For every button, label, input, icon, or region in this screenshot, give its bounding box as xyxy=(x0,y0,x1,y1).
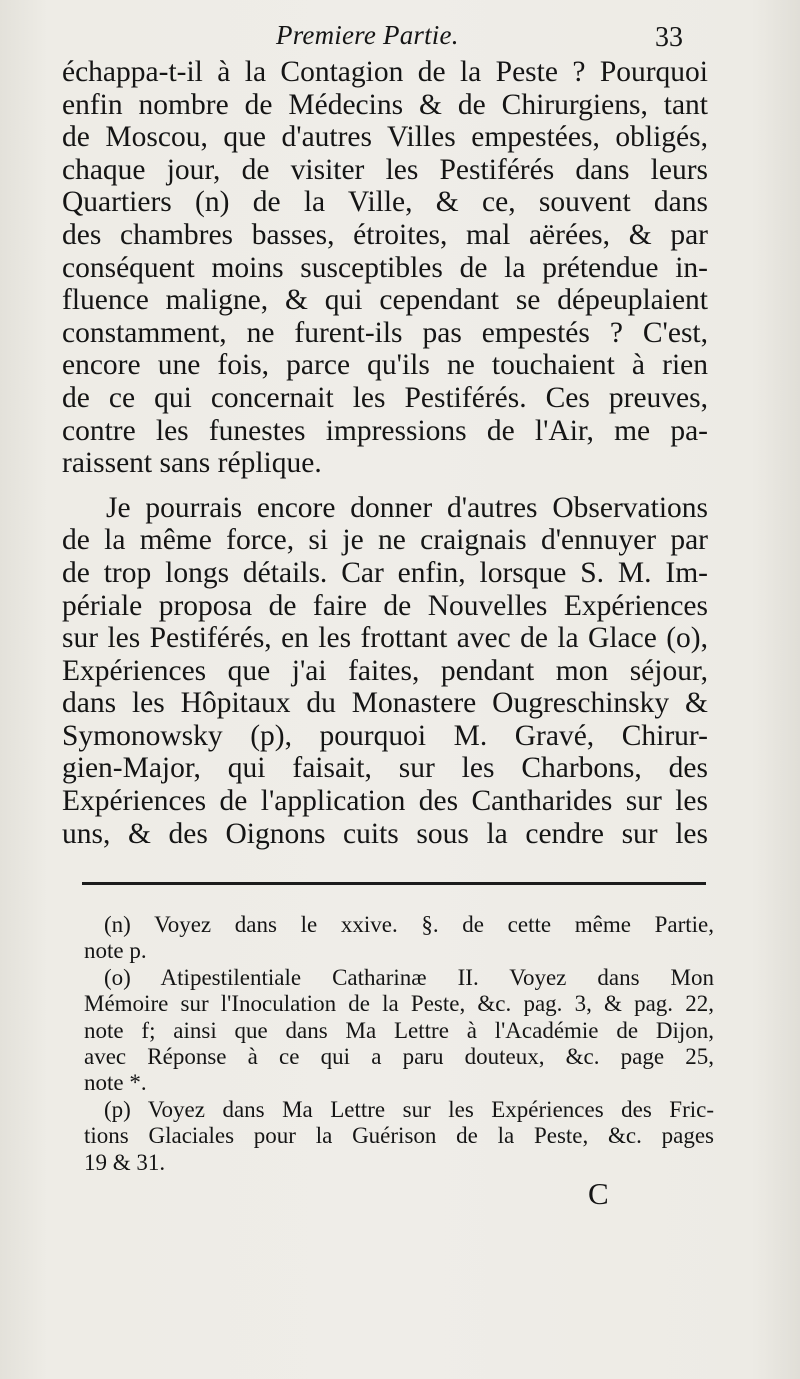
footnotes xyxy=(84,912,714,1176)
text-line: de Moscou, que d'autres Villes empestées, obligés, xyxy=(62,121,708,154)
text-line: constamment, ne furent-ils pas empestés ? C'est, xyxy=(62,316,708,349)
footnote-p-line: (p) Voyez dans Ma Lettre sur les Expériences des Fric- xyxy=(104,1096,714,1122)
text-line: chaque jour, de visiter les Pestiférés dans leurs xyxy=(62,153,708,186)
page-number: 33 xyxy=(655,22,683,53)
paragraph-gap xyxy=(62,480,708,492)
text-line: dans les Hôpitaux du Monastere Ougreschinsky & xyxy=(62,687,708,720)
footnote-o-line: note *. xyxy=(84,1070,147,1096)
footnote-o-line: (o) Atipestilentiale Catharinæ II. Voyez dans Mon xyxy=(104,964,714,990)
text-line: contre les funestes impressions de l'Air, me pa- xyxy=(62,414,708,447)
footnote-o-line: note f; ainsi que dans Ma Lettre à l'Académie de Dijon, xyxy=(84,1017,714,1043)
text-line: encore une fois, parce qu'ils ne touchaient à rien xyxy=(62,349,708,382)
text-line: de ce qui concernait les Pestiférés. Ces preuves, xyxy=(62,381,708,414)
text-line: conséquent moins susceptibles de la prétendue in- xyxy=(62,251,708,284)
footnote-p-line: tions Glaciales pour la Guérison de la Peste, &c. pages xyxy=(84,1123,714,1149)
footnote-n-line: (n) Voyez dans le xxive. §. de cette même Partie, xyxy=(104,912,714,937)
text-line: raissent sans réplique. xyxy=(62,447,322,480)
running-head: Premiere Partie. xyxy=(276,20,459,50)
footnote-o-line: avec Réponse à ce qui a paru douteux, &c. page 25, xyxy=(84,1043,714,1069)
text-line: gien-Major, qui faisait, sur les Charbons, des xyxy=(62,752,708,785)
text-line: fluence maligne, & qui cependant se dépeuplaient xyxy=(62,284,708,317)
signature-mark: C xyxy=(588,1176,609,1211)
footnote-rule xyxy=(82,882,706,885)
footnote-n-line: note p. xyxy=(84,938,147,964)
main-text xyxy=(62,56,708,850)
text-line: Expériences que j'ai faites, pendant mon séjour, xyxy=(62,654,708,687)
text-line: de trop longs détails. Car enfin, lorsque S. M. Im- xyxy=(62,556,708,589)
text-line: Expériences de l'application des Cantharides sur les xyxy=(62,785,708,818)
text-line: échappa-t-il à la Contagion de la Peste ? Pourquoi xyxy=(62,56,708,88)
text-line: des chambres basses, étroites, mal aërées, & par xyxy=(62,218,708,251)
text-line: périale proposa de faire de Nouvelles Expériences xyxy=(62,589,708,622)
footnote-p-line: 19 & 31. xyxy=(84,1149,166,1175)
text-line: Quartiers (n) de la Ville, & ce, souvent dans xyxy=(62,186,708,219)
text-line: enfin nombre de Médecins & de Chirurgiens, tant xyxy=(62,88,708,121)
footnote-o-line: Mémoire sur l'Inoculation de la Peste, &c. pag. 3, & pag. 22, xyxy=(84,991,714,1017)
text-line: sur les Pestiférés, en les frottant avec de la Glace (o), xyxy=(62,622,708,655)
page-header xyxy=(0,14,800,58)
text-line: uns, & des Oignons cuits sous la cendre sur les xyxy=(62,817,708,850)
text-line: Je pourrais encore donner d'autres Observations xyxy=(106,491,708,524)
text-line: de la même force, si je ne craignais d'ennuyer par xyxy=(62,524,708,557)
text-line: Symonowsky (p), pourquoi M. Gravé, Chirur- xyxy=(62,719,708,752)
